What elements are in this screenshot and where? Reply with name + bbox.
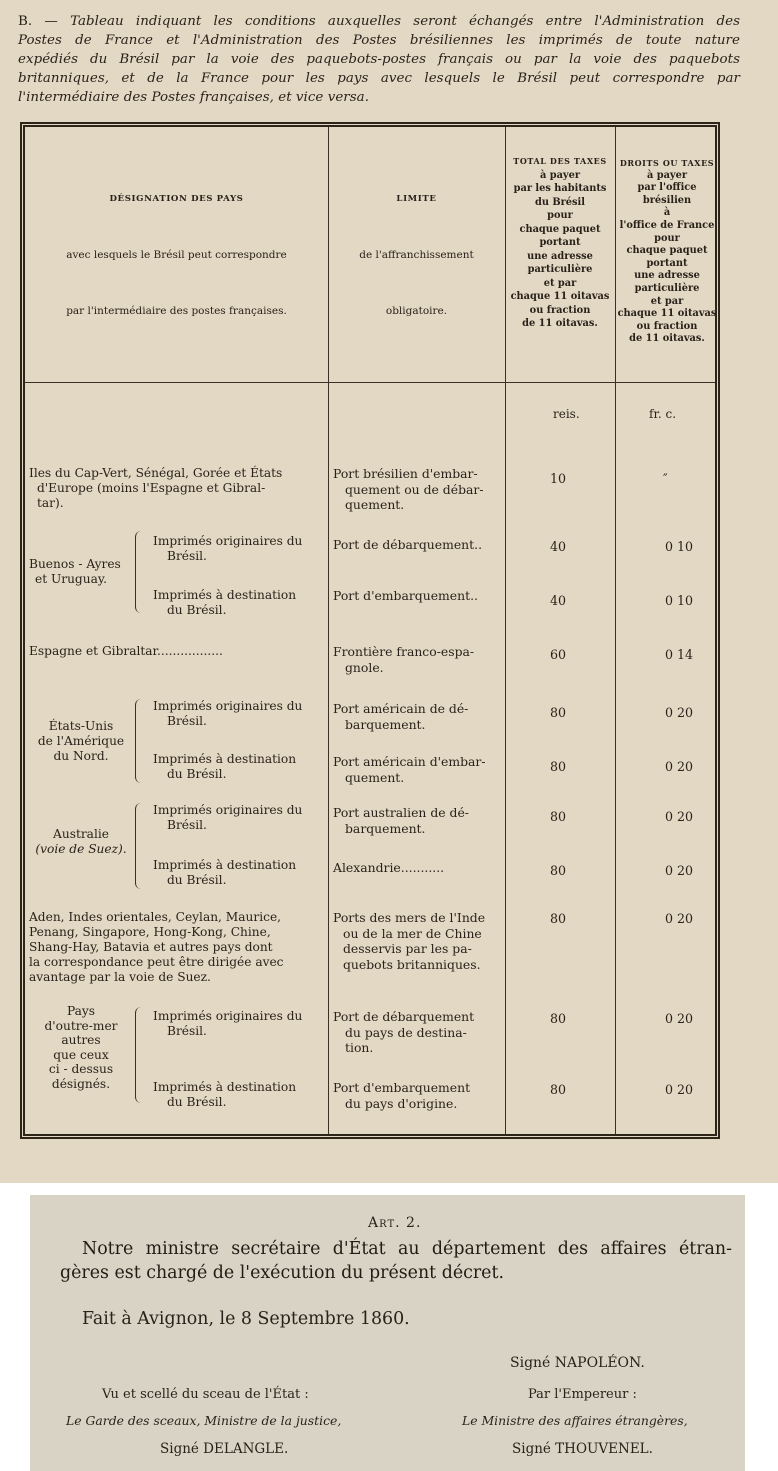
limite-cell: Frontière franco-espa- gnole. <box>333 644 475 675</box>
header-col2-line2: de l'affranchissement <box>359 249 474 261</box>
article-text <box>60 1237 732 1285</box>
sub-row: Imprimés originaires du Brésil. <box>153 699 303 728</box>
reis-value: 40 <box>550 593 567 608</box>
table-row: Espagne et Gibraltar................. <box>29 644 223 658</box>
table-row: Iles du Cap-Vert, Sénégal, Gorée et États d'Europe (moins l'Espagne et Gibral- tar). <box>29 466 283 510</box>
reis-value: 80 <box>550 863 567 878</box>
header-col3: TOTAL DES TAXES à payer par les habitants du Brésil pour chaque paquet portant une adresse particulière et par chaque 11 oitavas ou fraction de 11 oitavas. <box>510 156 610 329</box>
limite-cell: Ports des mers de l'Inde ou de la mer de Chine desservis par les pa- quebots britanniques. <box>333 910 486 972</box>
reis-value: 80 <box>550 705 567 720</box>
sub-row: Imprimés à destination du Brésil. <box>153 752 297 781</box>
caption-line-2: Postes de France et l'Administration des Postes brésiliennes les imprimés de toute nature <box>18 33 740 48</box>
date-line: Fait à Avignon, le 8 Septembre 1860. <box>82 1309 410 1329</box>
brace <box>135 803 142 889</box>
brace <box>135 531 142 613</box>
caption-line-5: l'intermédiaire des Postes françaises, et vice versa. <box>18 90 370 105</box>
limite-cell: Port de débarquement du pays de destina- tion. <box>333 1009 475 1055</box>
tariff-table <box>20 122 720 1139</box>
caption-line-4: britanniques, et de la France pour les pays avec lesquels le Brésil peut correspondre par <box>18 71 740 86</box>
limite-cell: Port d'embarquement.. <box>333 588 478 603</box>
unit-reis: reis. <box>553 407 580 421</box>
decree-page <box>30 1195 745 1471</box>
franc-value: 0 10 <box>665 593 694 608</box>
country-buenos-ayres: Buenos - Ayres et Uruguay. <box>29 557 121 586</box>
limite-cell: Alexandrie........... <box>333 860 445 875</box>
franc-value: 0 20 <box>665 705 694 720</box>
garde-des-sceaux: Le Garde des sceaux, Ministre de la justice, <box>66 1413 342 1428</box>
header-col4: DROITS OU TAXES à payer par l'office brésilien à l'office de France pour chaque paquet portant une adresse particulière et par chaque 11 oitavas ou fraction de 11 oitavas. <box>617 158 717 345</box>
ministre-affaires: Le Ministre des affaires étrangères, <box>462 1413 688 1428</box>
country-outre-mer: Pays d'outre-mer autres que ceux ci - dessus désignés. <box>44 1004 118 1091</box>
caption-lead: B. — <box>18 14 58 29</box>
table-caption <box>18 12 740 107</box>
brace <box>135 1007 142 1103</box>
reis-value: 80 <box>550 911 567 926</box>
reis-value: 40 <box>550 539 567 554</box>
country-australie: Australie (voie de Suez). <box>35 827 127 856</box>
limite-cell: Port américain de dé- barquement. <box>333 701 469 732</box>
header-col1-line2: avec lesquels le Brésil peut correspondre <box>66 249 287 261</box>
sub-row: Imprimés originaires du Brésil. <box>153 534 303 563</box>
signature-thouvenel: Signé THOUVENEL. <box>512 1441 653 1457</box>
reis-value: 80 <box>550 1011 567 1026</box>
limite-cell: Port d'embarquement du pays d'origine. <box>333 1080 471 1111</box>
par-empereur: Par l'Empereur : <box>528 1387 637 1402</box>
signature-delangle: Signé DELANGLE. <box>160 1441 289 1457</box>
header-divider <box>25 382 715 383</box>
seal-note: Vu et scellé du sceau de l'État : <box>102 1387 309 1402</box>
header-col2-title: LIMITE <box>396 194 437 204</box>
brace <box>135 699 142 783</box>
franc-value: 0 14 <box>665 647 694 662</box>
sub-row: Imprimés originaires du Brésil. <box>153 803 303 832</box>
table-row: Aden, Indes orientales, Ceylan, Maurice, Penang, Singapore, Hong-Kong, Chine, Shang-Hay, Batavia et autres pays dont la correspondance peut être dirigée avec avantage par la voie de Suez. <box>29 910 284 984</box>
signature-napoleon: Signé NAPOLÉON. <box>510 1355 645 1371</box>
limite-cell: Port brésilien d'embar- quement ou de débar- quement. <box>333 466 484 512</box>
franc-value: 0 20 <box>665 809 694 824</box>
sub-row: Imprimés à destination du Brésil. <box>153 858 297 887</box>
franc-value: 0 10 <box>665 539 694 554</box>
country-etats-unis: États-Unis de l'Amérique du Nord. <box>37 719 125 763</box>
header-col2-line3: obligatoire. <box>385 305 448 317</box>
reis-value: 80 <box>550 759 567 774</box>
caption-line-3: expédiés du Brésil par la voie des paquebots-postes français ou par la voie des paquebots <box>18 52 740 67</box>
limite-cell: Port américain d'embar- quement. <box>333 754 486 785</box>
article-line-1: Notre ministre secrétaire d'État au département des affaires étran- <box>82 1239 732 1259</box>
limite-cell: Port australien de dé- barquement. <box>333 805 469 836</box>
franc-value: 0 20 <box>665 911 694 926</box>
reis-value: 10 <box>550 471 567 486</box>
franc-value: 0 20 <box>665 1011 694 1026</box>
unit-francs: fr. c. <box>649 407 677 421</box>
franc-value: 0 20 <box>665 863 694 878</box>
article-heading: Art. 2. <box>368 1215 422 1231</box>
page-separator <box>0 1183 778 1195</box>
sub-row: Imprimés originaires du Brésil. <box>153 1009 303 1038</box>
franc-value: 0 20 <box>665 1082 694 1097</box>
caption-line-1: Tableau indiquant les conditions auxquelles seront échangés entre l'Administration des <box>70 14 740 29</box>
article-line-2: gères est chargé de l'exécution du présent décret. <box>60 1263 504 1283</box>
sub-row: Imprimés à destination du Brésil. <box>153 588 297 617</box>
header-col1-title: DÉSIGNATION DES PAYS <box>109 194 244 204</box>
header-col1-line3: par l'intermédiaire des postes françaises. <box>66 305 287 317</box>
reis-value: 80 <box>550 809 567 824</box>
franc-value: 0 20 <box>665 759 694 774</box>
limite-cell: Port de débarquement.. <box>333 537 483 552</box>
reis-value: 80 <box>550 1082 567 1097</box>
franc-value: ″ <box>663 471 668 486</box>
sub-row: Imprimés à destination du Brésil. <box>153 1080 297 1109</box>
reis-value: 60 <box>550 647 567 662</box>
col-divider-1 <box>328 127 329 1134</box>
